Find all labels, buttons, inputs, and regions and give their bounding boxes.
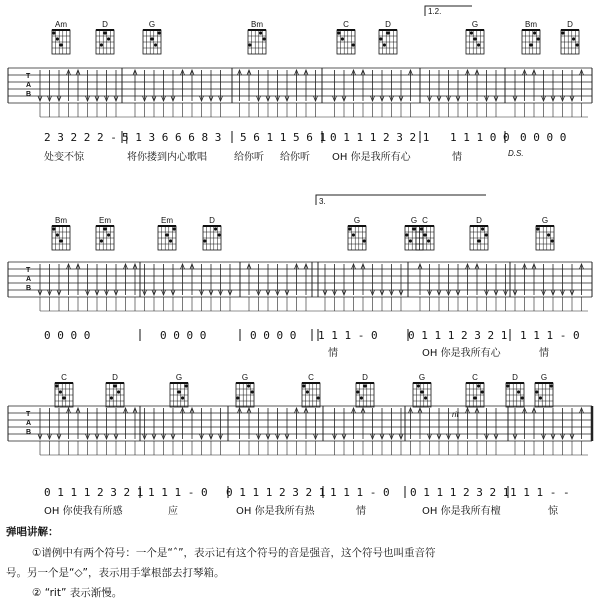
tab-letter: B bbox=[26, 91, 32, 98]
chord-name: G bbox=[175, 373, 183, 382]
notation-segment: 0 0 0 0 bbox=[160, 329, 207, 342]
chord-diagram-em bbox=[96, 216, 114, 250]
chord-name: D bbox=[567, 20, 573, 29]
tab-letter: T bbox=[26, 411, 31, 418]
chord-diagram-g bbox=[466, 20, 484, 54]
chord-name: G bbox=[353, 216, 361, 225]
chord-diagram-g bbox=[405, 216, 423, 250]
chord-diagram-d bbox=[356, 373, 374, 407]
volta-1-2-label: 1.2. bbox=[428, 7, 442, 16]
chord-name: D bbox=[476, 216, 482, 225]
volta-bracket-3 bbox=[316, 195, 486, 206]
notation-segment: 0 1 1 1 2 3 2 1 bbox=[44, 486, 144, 499]
lyric-phrase: 情 bbox=[539, 348, 549, 359]
tab-letter: T bbox=[26, 73, 31, 80]
chord-diagram-bm bbox=[52, 216, 70, 250]
lyric-phrase: 给你听 bbox=[234, 152, 264, 163]
notation-segment: 0 1 1 1 2 3 2 1 bbox=[408, 329, 508, 342]
chord-diagram-d bbox=[379, 20, 397, 54]
chord-name: G bbox=[418, 373, 426, 382]
chord-diagram-d bbox=[96, 20, 114, 54]
notation-segment: 1 1 1 - 0 bbox=[318, 329, 378, 342]
chord-diagram-g bbox=[236, 373, 254, 407]
notation-segment: 1 1 1 - 0 bbox=[520, 329, 580, 342]
tab-staves bbox=[8, 68, 592, 455]
lyric-phrase: OH 你是我所有檀 bbox=[422, 506, 501, 517]
chord-name: D bbox=[362, 373, 368, 382]
explanation-title: 弹唱讲解： bbox=[6, 526, 59, 538]
tab-staff-row-2 bbox=[8, 262, 592, 311]
chord-diagram-bm bbox=[248, 20, 266, 54]
notation-segment: 0 1 1 1 2 3 2 1 bbox=[330, 131, 430, 144]
chord-diagram-em bbox=[158, 216, 176, 250]
chord-diagram-g bbox=[536, 216, 554, 250]
chord-diagram-d bbox=[106, 373, 124, 407]
notation-segment: 0 0 0 0 bbox=[250, 329, 297, 342]
chord-name: G bbox=[541, 216, 549, 225]
volta-3-label: 3. bbox=[319, 197, 326, 206]
tab-letter: A bbox=[26, 276, 32, 283]
ds-mark: D.S. bbox=[508, 149, 524, 158]
lyric-phrase: 惊 bbox=[548, 506, 558, 517]
lyric-phrase: 情 bbox=[356, 506, 366, 517]
lyric-phrase: 处变不惊 bbox=[44, 152, 84, 163]
chord-name: D bbox=[209, 216, 215, 225]
chord-diagram-c bbox=[416, 216, 434, 250]
lyric-phrase: OH 你是我所有心 bbox=[332, 152, 411, 163]
chord-name: D bbox=[512, 373, 518, 382]
chord-name: G bbox=[540, 373, 548, 382]
chord-diagram-g bbox=[413, 373, 431, 407]
chord-name: G bbox=[471, 20, 479, 29]
tab-letter: A bbox=[26, 420, 32, 427]
lyric-phrase: OH 你使我有所感 bbox=[44, 506, 123, 517]
chord-name: G bbox=[148, 20, 156, 29]
rit-mark: rit bbox=[452, 410, 459, 419]
tab-letter: B bbox=[26, 429, 32, 436]
chord-name: Bm bbox=[55, 216, 67, 225]
lyric-phrase: 情 bbox=[452, 152, 462, 163]
chord-name: C bbox=[422, 216, 428, 225]
chord-diagram-c bbox=[302, 373, 320, 407]
chord-name: Bm bbox=[251, 20, 263, 29]
notation-segment: 0 1 1 1 2 3 2 1 bbox=[410, 486, 510, 499]
chord-diagram-am bbox=[52, 20, 70, 54]
chord-name: D bbox=[102, 20, 108, 29]
chord-name: G bbox=[410, 216, 418, 225]
lyric-phrase: OH 你是我所有热 bbox=[236, 506, 315, 517]
tab-letter: B bbox=[26, 285, 32, 292]
volta-bracket-1-2 bbox=[425, 6, 472, 16]
notation-segment: 0 1 1 1 2 3 2 1 bbox=[226, 486, 326, 499]
chord-diagram-d bbox=[506, 373, 524, 407]
chord-name: D bbox=[385, 20, 391, 29]
chord-diagram-g bbox=[535, 373, 553, 407]
explanation-line-2: 号。另一个是“◇”，表示用手掌根部去打琴箱。 bbox=[6, 567, 225, 579]
chord-diagram-c bbox=[55, 373, 73, 407]
numbered-notation bbox=[44, 131, 580, 499]
lyric-phrase: 将你搂到内心歌唱 bbox=[127, 152, 207, 163]
chord-diagram-c bbox=[337, 20, 355, 54]
chord-diagram-g bbox=[170, 373, 188, 407]
chord-name: C bbox=[308, 373, 314, 382]
chord-name: G bbox=[241, 373, 249, 382]
notation-segment: 1 1 1 - 0 bbox=[330, 486, 390, 499]
chord-name: Em bbox=[161, 216, 173, 225]
notation-segment: 1 1 1 0 0 bbox=[450, 131, 510, 144]
tab-staff-row-1 bbox=[8, 68, 592, 117]
notation-segment: 0 0 0 0 bbox=[520, 131, 567, 144]
chord-diagram-d bbox=[561, 20, 579, 54]
lyric-phrase: 应 bbox=[168, 506, 178, 517]
notation-segment: 0 0 0 0 bbox=[44, 329, 91, 342]
tab-staff-row-3 bbox=[8, 406, 592, 455]
chord-diagram-bm bbox=[522, 20, 540, 54]
chord-name: Am bbox=[55, 20, 67, 29]
notation-segment: 5 6 1 1 5 6 1 bbox=[240, 131, 327, 144]
explanation-line-1: ①谱例中有两个符号：一个是“ˆ”，表示记有这个符号的音是强音，这个符号也叫重音符 bbox=[32, 547, 436, 559]
lyric-phrase: 给你听 bbox=[280, 152, 310, 163]
chord-diagram-g bbox=[143, 20, 161, 54]
chord-name: Em bbox=[99, 216, 111, 225]
chord-name: C bbox=[61, 373, 67, 382]
chord-name: D bbox=[112, 373, 118, 382]
lyric-phrase: OH 你是我所有心 bbox=[422, 348, 501, 359]
notation-segment: 5 1 3 6 6 6 8 3 bbox=[122, 131, 222, 144]
chord-name: C bbox=[472, 373, 478, 382]
lyric-phrase: 情 bbox=[328, 348, 338, 359]
chord-diagram-d bbox=[470, 216, 488, 250]
chord-name: C bbox=[343, 20, 349, 29]
notation-segment: 2 3 2 2 2 - | bbox=[44, 131, 131, 144]
notation-segment: 1 1 1 - - bbox=[510, 486, 570, 499]
chord-diagram-d bbox=[203, 216, 221, 250]
explanation-line-3: ② “rit” 表示渐慢。 bbox=[32, 587, 123, 599]
notation-segment: 1 1 1 - 0 bbox=[148, 486, 208, 499]
chord-diagram-g bbox=[348, 216, 366, 250]
tab-letter: T bbox=[26, 267, 31, 274]
tab-letter: A bbox=[26, 82, 32, 89]
chord-diagram-c bbox=[466, 373, 484, 407]
chord-name: Bm bbox=[525, 20, 537, 29]
